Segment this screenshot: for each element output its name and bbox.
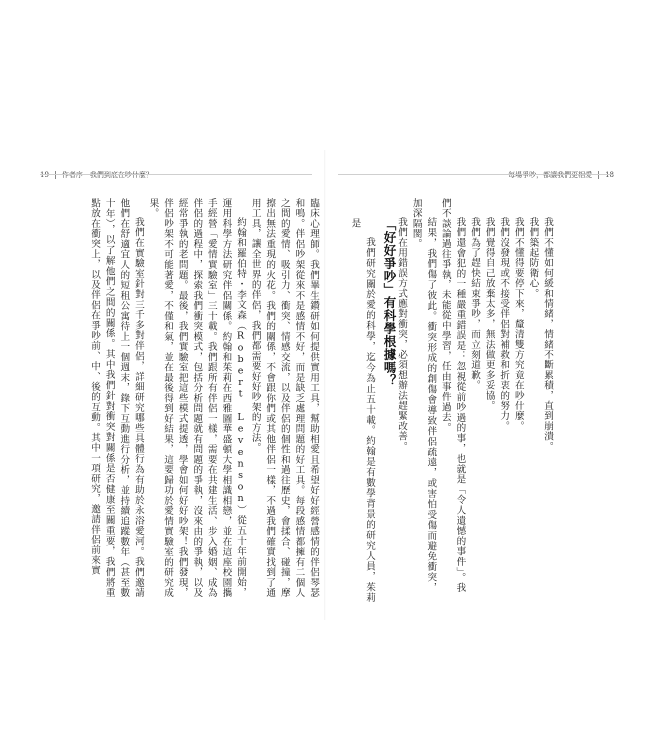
left-page-number: 19 [40,171,49,179]
right-page-header [508,170,614,180]
right-page-section-body [349,218,376,603]
header-separator [55,171,56,179]
paragraph: 約翰和羅伯特・李文森（Robert Levenson）從五十年前開始，運用科學方法研究伴侶關係。約翰和茱莉在西雅圖華盛頓大學相識相戀，並在這座校園攜手經營「愛情實驗室」三十載。我們跟所有伴侶一樣，需要在共建生活、步入婚姻、成為伴侶的過程中，探索我們衝突模式，包括分析問題就有問題的爭執，沒來由的爭執，以及經常爭執的老問題。最後，我們實驗室把這些模式提透，學會如何好好吵架！我們發現，伴侶吵架不可能著愛，不僅和氣，並在最後得到好結果，這要歸功於愛情實驗室的研究成果。 [147,198,247,598]
paragraph: 我們研究關於愛的科學，迄今為止五十載。約翰是有數學背景的研究人員，茱莉是 [349,218,375,603]
section-heading: 「好好爭吵」有科學根據嗎？ [382,218,397,387]
right-page-number: 18 [605,171,614,179]
header-separator [598,171,599,179]
right-page-body [393,198,554,593]
paragraph: 我們築起防衛心。 [527,217,539,299]
paragraph: 我們還會犯的一種嚴重錯誤是：忽視從前吵過的事，也就是「令人遺憾的事件」。我們不談論過往爭執，未能從中學習，任由事件過去。 [439,198,466,593]
right-header-rule [338,174,612,175]
right-running-title: 每場爭吵，都讓我們更相愛 [508,171,593,179]
paragraph: 我們在用錯誤方式應對衝突，必須想辦法趕緊改善。 [396,217,408,452]
paragraph: 我們不懂如何緩和情緒，情緒不斷累積，直到崩潰。 [542,217,553,452]
paragraph: 我們不懂得要停下來，釐清雙方究竟在吵什麼。 [512,217,524,432]
left-page-body [70,198,320,598]
left-running-title: 作者序 我們到底在吵什麼？ [61,171,153,179]
paragraph: 我們覺得自己放棄太多，無法做更多妥協。 [483,217,495,411]
paragraph: 我們沒發現或不接受伴侶對補救和折衷的努力。 [498,217,510,432]
paragraph: 臨床心理師。我們畢生鑽研如何提供實用工具，幫助相愛且希望好好經營感情的伴侶琴瑟和鳴。伴侶吵架從來不是感情不好，而是缺乏處理問題的好工具。每段感情都擁有二個人之間的愛情、吸引力、衝突、情感交流，以及伴侶的個性和過往歷史，會揉合、碰撞，摩擦出無法重現的火花。我們的關係，不會跟你們或其他伴侶一樣，不過我們確實找到了通用工具，讓全世界的伴侶，我們都需要好好吵架的方法。 [249,198,319,598]
paragraph: 我們在實驗室針對三千多對伴侶，詳細研究哪些具體行為有助於永浴愛河。我們邀請他們在舒適宜人的短租公寓待上一個週末，錄下互動進行分析，並持續追蹤數年（甚至數十年），以了解他們之間的關係。其中我們針對衝突對關係是否健康至關重要，我們將重點放在衝突上，以及伴侶在爭吵前、中、後的互動。其中一項研究，邀請伴侶前來實 [89,198,144,598]
left-page-header [40,170,153,180]
paragraph: 結果，我們傷了彼此。衝突形成的創傷會導致伴侶疏遠，或害怕受傷而避免衝突，加深隔閡。 [410,198,437,593]
page-gutter [324,150,326,620]
left-header-rule [40,174,312,175]
paragraph: 我們為了趕快結束爭吵，而立刻道歉。 [469,217,481,391]
